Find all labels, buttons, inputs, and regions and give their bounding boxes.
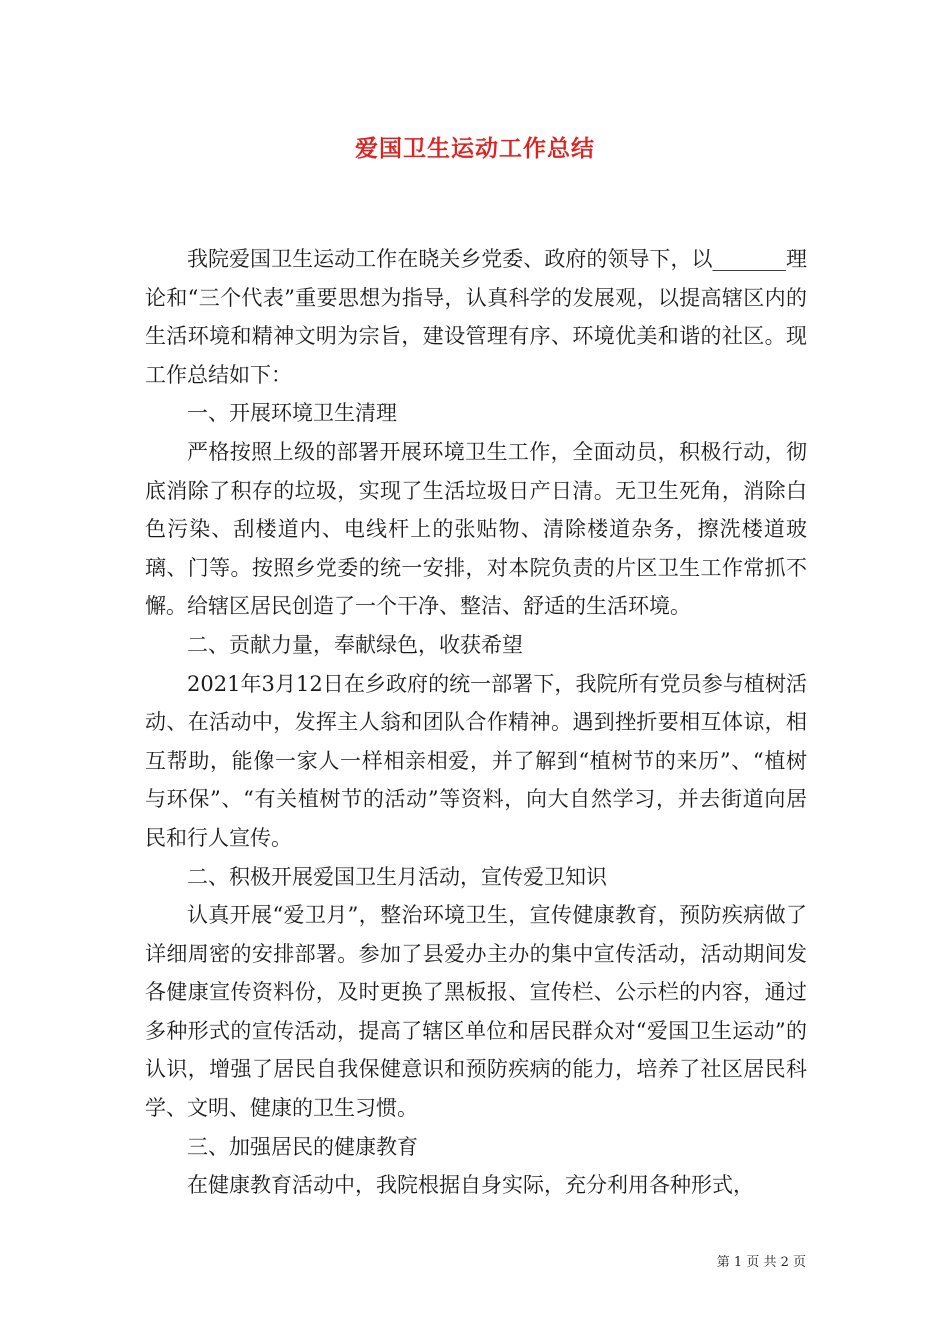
page-number: 第 1 页 共 2 页: [716, 1255, 806, 1270]
section-heading-1: 一、开展环境卫生清理: [187, 401, 397, 426]
section-heading-4: 三、加强居民的健康教育: [187, 1134, 418, 1159]
paragraph-1: 严格按照上级的部署开展环境卫生工作，全面动员，积极行动，彻底消除了积存的垃圾，实现了生活垃圾日产日清。无卫生死角，消除白色污染、刮楼道内、电线杆上的张贴物、清除楼道杂务，擦洗楼道玻璃、门等。按照乡党委的统一安排，对本院负责的片区卫生工作常抓不懈。给辖区居民创造了一个干净、整洁、舒适的生活环境。: [145, 439, 807, 619]
paragraph-intro: 我院爱国卫生运动工作在晓关乡党委、政府的领导下，以_______理论和“三个代表”重要思想为指导，认真科学的发展观，以提高辖区内的生活环境和精神文明为宗旨，建设管理有序、环境优美和谐的社区。现工作总结如下：: [145, 247, 807, 387]
section-heading-3: 二、积极开展爱国卫生月活动，宣传爱卫知识: [187, 864, 607, 889]
document-title: 爱国卫生运动工作总结: [355, 135, 595, 162]
section-heading-2: 二、贡献力量，奉献绿色，收获希望: [187, 632, 523, 657]
document-body: [145, 240, 807, 1205]
paragraph-2: 2021年3月12日在乡政府的统一部署下，我院所有党员参与植树活动、在活动中，发挥主人翁和团队合作精神。遇到挫折要相互体谅，相互帮助，能像一家人一样相亲相爱，并了解到“植树节的来历”、“植树与环保”、“有关植树节的活动”等资料，向大自然学习，并去街道向居民和行人宣传。: [145, 671, 807, 850]
paragraph-4: 在健康教育活动中，我院根据自身实际，充分利用各种形式，: [187, 1173, 754, 1198]
paragraph-3: 认真开展“爱卫月”，整治环境卫生，宣传健康教育，预防疾病做了详细周密的安排部署。参加了县爱办主办的集中宣传活动，活动期间发各健康宣传资料份，及时更换了黑板报、宣传栏、公示栏的内容，通过多种形式的宣传活动，提高了辖区单位和居民群众对“爱国卫生运动”的认识，增强了居民自我保健意识和预防疾病的能力，培养了社区居民科学、文明、健康的卫生习惯。: [145, 903, 807, 1121]
